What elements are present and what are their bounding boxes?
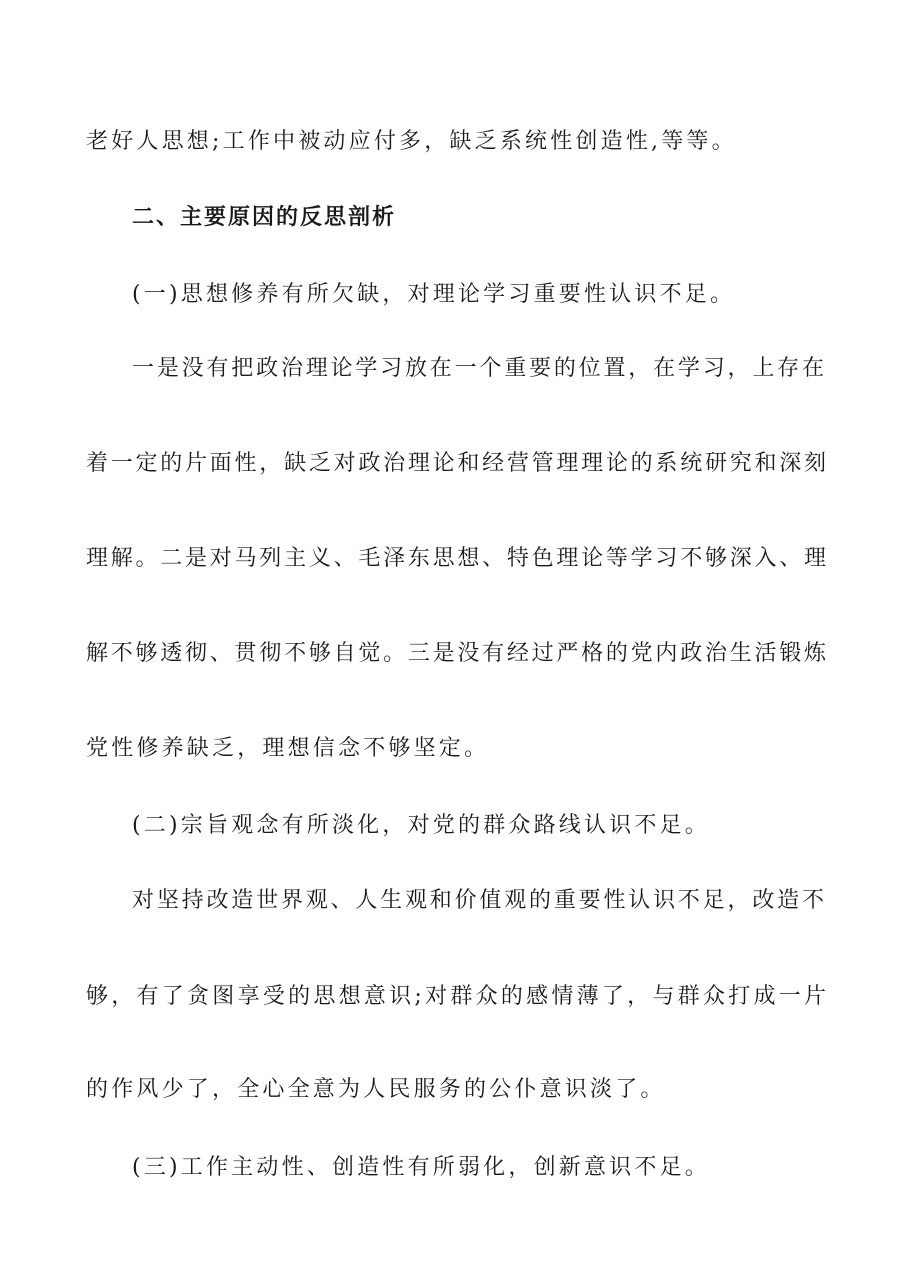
subsection-heading: (一)思想修养有所欠缺，对理论学习重要性认识不足。 xyxy=(132,282,736,307)
subsection-heading: (二)宗旨观念有所淡化，对党的群众路线认识不足。 xyxy=(132,813,710,838)
paragraph-line: 着一定的片面性，缺乏对政治理论和经营管理理论的系统研究和深刻 xyxy=(86,451,826,476)
paragraph-line: 的作风少了，全心全意为人民服务的公仆意识淡了。 xyxy=(86,1077,666,1102)
subsection-heading: (三)工作主动性、创造性有所弱化，创新意识不足。 xyxy=(132,1155,710,1180)
section-heading: 二、主要原因的反思剖析 xyxy=(132,205,397,230)
paragraph-line: 对坚持改造世界观、人生观和价值观的重要性认识不足，改造不 xyxy=(132,888,824,913)
paragraph-line: 解不够透彻、贯彻不够自觉。三是没有经过严格的党内政治生活锻炼 xyxy=(86,641,826,666)
paragraph-line: 够，有了贪图享受的思想意识;对群众的感情薄了，与群众打成一片 xyxy=(86,984,826,1009)
paragraph-line: 老好人思想;工作中被动应付多，缺乏系统性创造性,等等。 xyxy=(86,129,737,154)
paragraph-line: 党性修养缺乏，理想信念不够坚定。 xyxy=(86,736,490,761)
paragraph-line: 一是没有把政治理论学习放在一个重要的位置，在学习，上存在 xyxy=(132,356,824,381)
paragraph-line: 理解。二是对马列主义、毛泽东思想、特色理论等学习不够深入、理 xyxy=(86,546,826,571)
